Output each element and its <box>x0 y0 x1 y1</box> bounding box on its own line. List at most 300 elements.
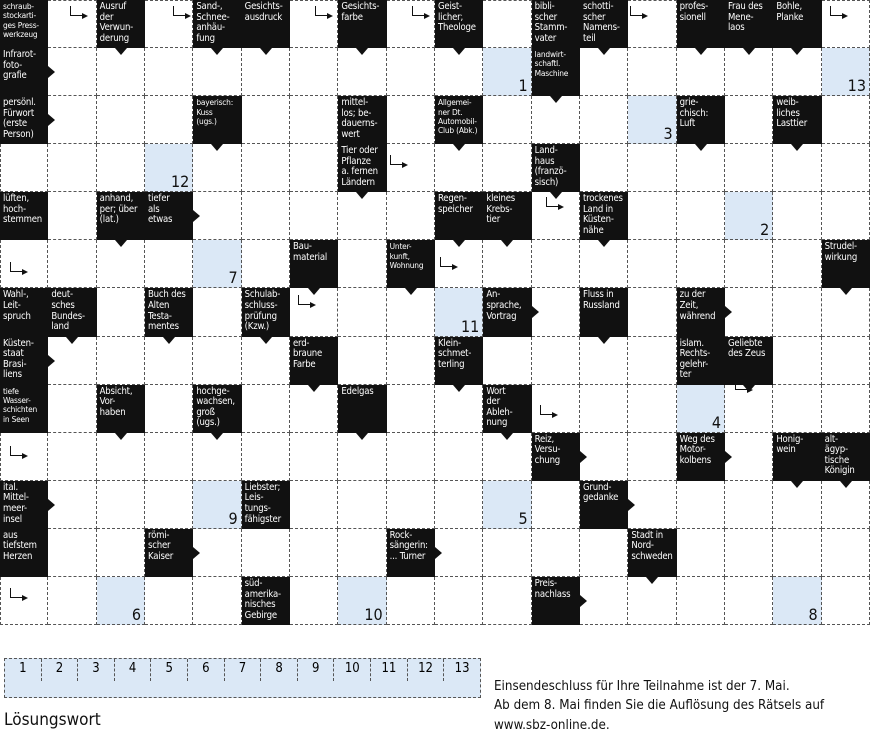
grid-cell[interactable] <box>193 577 241 625</box>
grid-cell[interactable] <box>0 240 48 288</box>
grid-cell[interactable] <box>193 529 241 577</box>
grid-cell[interactable] <box>290 481 338 529</box>
grid-cell[interactable] <box>435 144 483 192</box>
grid-cell[interactable] <box>290 96 338 144</box>
grid-cell[interactable] <box>822 577 870 625</box>
clue-text: Schulab- schluss- prüfung (Kzw.) <box>244 289 281 333</box>
pointer-down-icon <box>598 337 610 344</box>
grid-cell[interactable] <box>290 433 338 481</box>
grid-cell[interactable] <box>822 529 870 577</box>
solution-letter-box[interactable]: 5 <box>151 659 188 681</box>
grid-cell[interactable] <box>290 48 338 96</box>
solution-number: 13 <box>847 76 866 96</box>
grid-cell[interactable] <box>483 337 531 385</box>
grid-cell[interactable] <box>242 96 290 144</box>
clue-cell <box>580 481 628 529</box>
clue-text: Infrarot- foto- grafie <box>3 49 36 82</box>
grid-cell[interactable] <box>387 385 435 433</box>
solution-letter-box[interactable]: 8 <box>261 659 298 681</box>
grid-cell[interactable] <box>97 481 145 529</box>
grid-cell[interactable] <box>677 144 725 192</box>
clue-text: deut- sches Bundes- land <box>51 289 85 333</box>
grid-cell[interactable] <box>97 96 145 144</box>
grid-cell[interactable] <box>97 337 145 385</box>
solution-number: 1 <box>518 76 528 96</box>
grid-cell[interactable] <box>48 240 96 288</box>
grid-cell[interactable] <box>435 577 483 625</box>
grid-cell[interactable] <box>773 337 821 385</box>
grid-cell[interactable] <box>483 240 531 288</box>
grid-cell[interactable] <box>483 0 531 48</box>
clue-text: islam. Rechts- gelehr- ter <box>679 337 711 381</box>
grid-cell[interactable] <box>338 337 386 385</box>
clue-text: Rock- sängerin: ... Turner <box>389 529 428 563</box>
grid-cell[interactable] <box>48 577 96 625</box>
grid-cell[interactable] <box>677 240 725 288</box>
grid-cell[interactable] <box>677 192 725 240</box>
grid-cell[interactable] <box>387 48 435 96</box>
pointer-down-icon <box>840 288 852 295</box>
clue-text: persönl. Fürwort (erste Person) <box>3 97 36 140</box>
clue-cell <box>580 192 628 240</box>
grid-cell[interactable] <box>677 529 725 577</box>
solution-cell[interactable] <box>677 385 725 433</box>
clue-text: Allgemei- ner Dt. Automobil- Club (Abk.) <box>438 97 478 136</box>
grid-cell[interactable] <box>483 96 531 144</box>
grid-cell[interactable] <box>822 337 870 385</box>
clue-cell <box>193 385 241 433</box>
pointer-down-icon <box>356 192 368 199</box>
pointer-down-icon <box>453 144 465 151</box>
grid-cell[interactable] <box>677 481 725 529</box>
grid-cell[interactable] <box>628 144 676 192</box>
clue-text: Wahl-, Leit- spruch <box>3 289 31 322</box>
grid-cell[interactable] <box>532 529 580 577</box>
grid-cell[interactable] <box>580 240 628 288</box>
grid-cell[interactable] <box>532 96 580 144</box>
solution-cell[interactable] <box>338 577 386 625</box>
clue-cell <box>532 577 580 625</box>
clue-text: Land- haus (franzö- sisch) <box>534 145 567 188</box>
clue-cell <box>0 529 48 577</box>
solution-cell[interactable] <box>725 192 773 240</box>
clue-text: Fluss in Russland <box>583 289 620 312</box>
clue-text: Reiz, Versu- chung <box>534 433 561 466</box>
grid-cell[interactable] <box>193 48 241 96</box>
grid-cell[interactable] <box>435 385 483 433</box>
clue-text: Buch des Alten Testa- mentes <box>148 289 186 333</box>
grid-cell[interactable] <box>290 577 338 625</box>
solution-cell[interactable] <box>773 577 821 625</box>
pointer-right-icon <box>532 306 539 318</box>
grid-cell[interactable] <box>338 529 386 577</box>
pointer-down-icon <box>260 48 272 55</box>
solution-number: 9 <box>228 508 238 528</box>
solution-cell[interactable] <box>193 481 241 529</box>
clue-text: erd- braune Farbe <box>293 337 323 370</box>
clue-text: tiefer als etwas <box>148 193 173 226</box>
grid-cell[interactable] <box>97 433 145 481</box>
grid-cell[interactable] <box>677 48 725 96</box>
direction-arrow-icon <box>735 380 747 390</box>
pointer-down-icon <box>646 577 658 584</box>
clue-text: lüften, hoch- stemmen <box>3 193 42 226</box>
solution-letter-box[interactable]: 9 <box>298 659 335 681</box>
pointer-down-icon <box>356 48 368 55</box>
grid-cell[interactable] <box>725 529 773 577</box>
clue-cell <box>483 192 531 240</box>
clue-cell <box>773 0 821 48</box>
grid-cell[interactable] <box>628 240 676 288</box>
grid-cell[interactable] <box>145 385 193 433</box>
grid-cell[interactable] <box>290 144 338 192</box>
grid-cell[interactable] <box>48 385 96 433</box>
grid-cell[interactable] <box>387 337 435 385</box>
clue-cell <box>97 385 145 433</box>
clue-text: kleines Krebs- tier <box>486 193 516 226</box>
direction-arrow-icon <box>10 446 22 456</box>
clue-text: Klein- schmet- terling <box>438 337 472 370</box>
solution-cell[interactable] <box>483 481 531 529</box>
grid-cell[interactable] <box>193 337 241 385</box>
grid-cell[interactable] <box>338 192 386 240</box>
grid-cell[interactable] <box>338 48 386 96</box>
grid-cell[interactable] <box>773 192 821 240</box>
grid-cell[interactable] <box>822 288 870 336</box>
grid-cell[interactable] <box>242 385 290 433</box>
grid-cell[interactable] <box>48 529 96 577</box>
solution-cell[interactable] <box>435 288 483 336</box>
pointer-down-icon <box>453 385 465 392</box>
clue-cell <box>290 337 338 385</box>
clue-text: schotti- scher Namens- teil <box>583 1 620 44</box>
clue-text: Gesichts- farbe <box>341 1 380 23</box>
grid-cell[interactable] <box>725 48 773 96</box>
solution-word-label: Lösungswort <box>4 710 101 730</box>
pointer-right-icon <box>48 499 55 511</box>
grid-cell[interactable] <box>387 144 435 192</box>
clue-text: Edelgas <box>341 385 374 397</box>
clue-cell <box>145 288 193 336</box>
direction-arrow-icon <box>546 197 558 207</box>
grid-cell[interactable] <box>773 144 821 192</box>
clue-cell <box>97 0 145 48</box>
clue-text: Unter- kunft, Wohnung <box>389 241 424 271</box>
pointer-down-icon <box>211 144 223 151</box>
clue-cell <box>0 385 48 433</box>
solution-cell[interactable] <box>483 48 531 96</box>
grid-cell[interactable] <box>628 577 676 625</box>
solution-cell[interactable] <box>822 48 870 96</box>
grid-cell[interactable] <box>580 337 628 385</box>
grid-cell[interactable] <box>532 385 580 433</box>
clue-text: mittel- los; be- dauerns- wert <box>341 97 378 140</box>
grid-cell[interactable] <box>483 433 531 481</box>
grid-cell[interactable] <box>97 529 145 577</box>
clue-cell <box>580 288 628 336</box>
pointer-right-icon <box>580 451 587 463</box>
grid-cell[interactable] <box>628 385 676 433</box>
grid-cell[interactable] <box>483 144 531 192</box>
grid-cell[interactable] <box>97 240 145 288</box>
grid-cell[interactable] <box>242 433 290 481</box>
grid-cell[interactable] <box>580 433 628 481</box>
clue-cell <box>0 0 48 48</box>
grid-cell[interactable] <box>145 96 193 144</box>
grid-cell[interactable] <box>145 0 193 48</box>
grid-cell[interactable] <box>0 144 48 192</box>
clue-cell <box>580 0 628 48</box>
clue-text: tiefe Wasser- schichten in Seen <box>3 385 38 424</box>
clue-cell <box>338 385 386 433</box>
direction-arrow-icon <box>390 155 402 165</box>
clue-text: bayerisch: Kuss (ugs.) <box>196 97 234 126</box>
clue-cell <box>0 288 48 336</box>
grid-cell[interactable] <box>580 385 628 433</box>
grid-cell[interactable] <box>628 337 676 385</box>
pointer-down-icon <box>163 337 175 344</box>
grid-cell[interactable] <box>435 433 483 481</box>
grid-cell[interactable] <box>580 96 628 144</box>
grid-cell[interactable] <box>773 481 821 529</box>
grid-cell[interactable] <box>48 96 96 144</box>
pointer-right-icon <box>725 306 732 318</box>
grid-cell[interactable] <box>483 577 531 625</box>
clue-cell <box>242 0 290 48</box>
grid-cell[interactable] <box>628 192 676 240</box>
deadline-notes <box>494 677 824 735</box>
grid-cell[interactable] <box>242 337 290 385</box>
grid-cell[interactable] <box>435 48 483 96</box>
grid-cell[interactable] <box>387 481 435 529</box>
solution-cell[interactable] <box>193 240 241 288</box>
pointer-right-icon <box>48 114 55 126</box>
grid-cell[interactable] <box>48 48 96 96</box>
clue-text: Strudel- wirkung <box>824 241 858 263</box>
solution-letter-box[interactable]: 4 <box>115 659 152 681</box>
grid-cell[interactable] <box>773 240 821 288</box>
pointer-down-icon <box>791 144 803 151</box>
pointer-down-icon <box>115 240 127 247</box>
solution-info-line: Ab dem 8. Mai finden Sie die Auflösung des Rätsels auf <box>494 698 825 714</box>
solution-word-boxes <box>4 658 481 698</box>
clue-text: hochge- wachsen, groß (ugs.) <box>196 385 235 429</box>
solution-letter-box[interactable]: 7 <box>225 659 262 681</box>
grid-cell[interactable] <box>725 240 773 288</box>
grid-cell[interactable] <box>193 433 241 481</box>
grid-cell[interactable] <box>242 529 290 577</box>
grid-cell[interactable] <box>338 240 386 288</box>
solution-number: 3 <box>663 124 673 144</box>
grid-cell[interactable] <box>677 577 725 625</box>
grid-cell[interactable] <box>97 48 145 96</box>
grid-cell[interactable] <box>580 577 628 625</box>
grid-cell[interactable] <box>145 240 193 288</box>
grid-cell[interactable] <box>628 288 676 336</box>
clue-cell <box>435 0 483 48</box>
grid-cell[interactable] <box>725 288 773 336</box>
solution-number: 5 <box>518 508 528 528</box>
grid-cell[interactable] <box>387 96 435 144</box>
grid-cell[interactable] <box>628 433 676 481</box>
clue-cell <box>387 240 435 288</box>
pointer-down-icon <box>598 240 610 247</box>
grid-cell[interactable] <box>580 529 628 577</box>
grid-cell[interactable] <box>387 192 435 240</box>
grid-cell[interactable] <box>145 48 193 96</box>
clue-text: Küsten- staat Brasi- liens <box>3 337 34 381</box>
grid-cell[interactable] <box>145 433 193 481</box>
clue-cell <box>677 433 725 481</box>
grid-cell[interactable] <box>193 144 241 192</box>
clue-text: Sand-, Schnee- anhäu- fung <box>196 1 230 44</box>
grid-cell[interactable] <box>193 192 241 240</box>
grid-cell[interactable] <box>97 144 145 192</box>
grid-cell[interactable] <box>483 529 531 577</box>
grid-cell[interactable] <box>338 481 386 529</box>
solution-cell[interactable] <box>97 577 145 625</box>
grid-cell[interactable] <box>773 385 821 433</box>
grid-cell[interactable] <box>532 288 580 336</box>
pointer-right-icon <box>193 547 200 559</box>
grid-cell[interactable] <box>48 481 96 529</box>
grid-cell[interactable] <box>290 385 338 433</box>
direction-arrow-icon <box>298 295 310 305</box>
pointer-down-icon <box>501 433 513 440</box>
clue-cell <box>48 288 96 336</box>
grid-cell[interactable] <box>338 288 386 336</box>
grid-cell[interactable] <box>290 192 338 240</box>
grid-cell[interactable] <box>532 240 580 288</box>
grid-cell[interactable] <box>725 577 773 625</box>
clue-text: Regen- speicher <box>438 193 473 215</box>
grid-cell[interactable] <box>242 192 290 240</box>
grid-cell[interactable] <box>48 144 96 192</box>
grid-cell[interactable] <box>822 192 870 240</box>
grid-cell[interactable] <box>725 433 773 481</box>
grid-cell[interactable] <box>532 481 580 529</box>
grid-cell[interactable] <box>822 481 870 529</box>
grid-cell[interactable] <box>290 529 338 577</box>
clue-text: Weg des Motor- kolbens <box>679 433 715 466</box>
grid-cell[interactable] <box>242 240 290 288</box>
pointer-down-icon <box>453 240 465 247</box>
clue-text: Frau des Mene- laos <box>728 1 763 34</box>
grid-cell[interactable] <box>822 144 870 192</box>
grid-cell[interactable] <box>532 337 580 385</box>
clue-text: Stadt in Nord- schweden <box>631 529 673 563</box>
grid-cell[interactable] <box>145 337 193 385</box>
clue-cell <box>0 337 48 385</box>
grid-cell[interactable] <box>338 433 386 481</box>
grid-cell[interactable] <box>387 433 435 481</box>
solution-letter-box[interactable]: 2 <box>42 659 79 681</box>
direction-arrow-icon <box>440 257 452 267</box>
clue-cell <box>338 144 386 192</box>
pointer-down-icon <box>356 433 368 440</box>
grid-cell[interactable] <box>387 288 435 336</box>
grid-cell[interactable] <box>242 48 290 96</box>
grid-cell[interactable] <box>628 48 676 96</box>
grid-cell[interactable] <box>580 144 628 192</box>
solution-cell[interactable] <box>628 96 676 144</box>
clue-cell <box>145 192 193 240</box>
grid-cell[interactable] <box>822 0 870 48</box>
grid-cell[interactable] <box>773 288 821 336</box>
grid-cell[interactable] <box>773 529 821 577</box>
grid-cell[interactable] <box>822 385 870 433</box>
pointer-down-icon <box>211 48 223 55</box>
clue-cell <box>0 192 48 240</box>
grid-cell[interactable] <box>435 481 483 529</box>
solution-cell[interactable] <box>145 144 193 192</box>
pointer-right-icon <box>628 499 635 511</box>
grid-cell[interactable] <box>580 48 628 96</box>
clue-cell <box>193 0 241 48</box>
clue-text: süd- amerika- nisches Gebirge <box>244 577 281 621</box>
pointer-down-icon <box>840 481 852 488</box>
pointer-down-icon <box>791 481 803 488</box>
pointer-down-icon <box>791 48 803 55</box>
solution-letter-box[interactable]: 11 <box>371 659 408 681</box>
clue-text: Gesichts- ausdruck <box>244 1 283 23</box>
grid-cell[interactable] <box>773 48 821 96</box>
solution-letter-box[interactable]: 13 <box>454 661 470 676</box>
clue-cell <box>242 577 290 625</box>
pointer-right-icon <box>48 355 55 367</box>
grid-cell[interactable] <box>97 288 145 336</box>
clue-cell <box>435 192 483 240</box>
solution-letter-box[interactable]: 6 <box>188 659 225 681</box>
grid-cell[interactable] <box>387 0 435 48</box>
solution-number: 6 <box>131 604 141 624</box>
grid-cell[interactable] <box>435 529 483 577</box>
grid-cell[interactable] <box>387 577 435 625</box>
clue-text: Absicht, Vor- haben <box>99 385 133 418</box>
clue-cell <box>532 48 580 96</box>
grid-cell[interactable] <box>193 288 241 336</box>
grid-cell[interactable] <box>242 144 290 192</box>
clue-text: anhand, per; über (lat.) <box>99 193 138 226</box>
pointer-right-icon <box>193 210 200 222</box>
clue-cell <box>0 48 48 96</box>
grid-cell[interactable] <box>725 144 773 192</box>
clue-text: Liebster; Leis- tungs- fähigster <box>244 481 281 525</box>
solution-letter-box[interactable]: 3 <box>78 659 115 681</box>
grid-cell[interactable] <box>725 481 773 529</box>
clue-cell <box>387 529 435 577</box>
grid-cell[interactable] <box>48 192 96 240</box>
grid-cell[interactable] <box>725 96 773 144</box>
clue-text: alt- ägyp- tische Königin <box>824 433 855 477</box>
clue-text: trockenes Land in Küsten- nähe <box>583 193 623 237</box>
solution-letter-box[interactable]: 1 <box>5 659 42 681</box>
direction-arrow-icon <box>630 6 642 16</box>
grid-cell[interactable] <box>48 337 96 385</box>
clue-cell <box>532 0 580 48</box>
grid-cell[interactable] <box>628 481 676 529</box>
grid-cell[interactable] <box>145 577 193 625</box>
solution-letter-box[interactable]: 12 <box>408 659 445 681</box>
solution-letter-box[interactable]: 10 <box>334 659 371 681</box>
clue-text: Tier oder Pflanze a. fernen Ländern <box>341 145 378 188</box>
clue-cell <box>532 144 580 192</box>
clue-text: Honig- wein <box>776 433 804 456</box>
grid-cell[interactable] <box>822 96 870 144</box>
direction-arrow-icon <box>10 588 22 598</box>
grid-cell[interactable] <box>48 433 96 481</box>
grid-cell[interactable] <box>145 481 193 529</box>
